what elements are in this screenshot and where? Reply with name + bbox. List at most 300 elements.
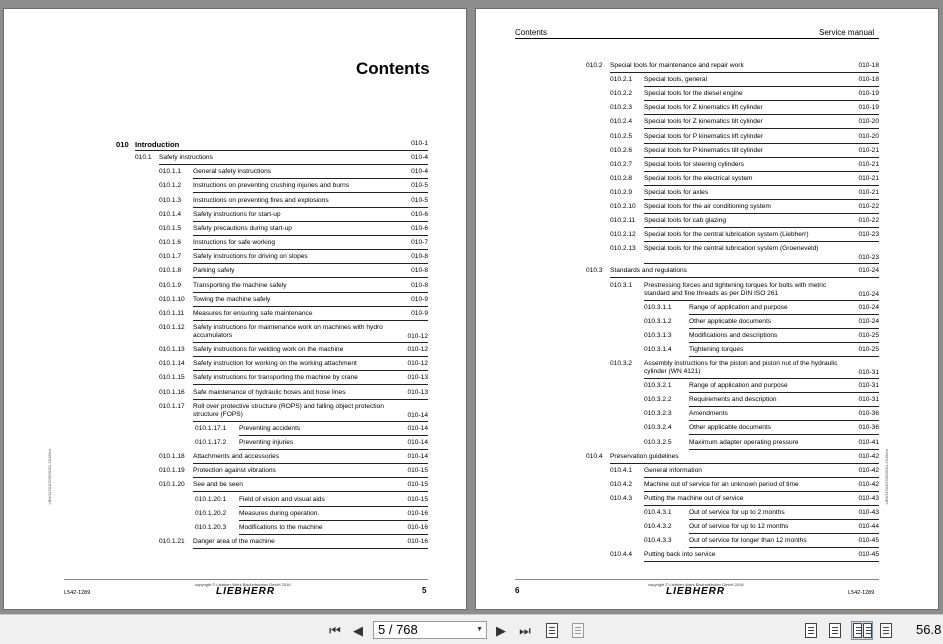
- toc-rule: [159, 164, 428, 165]
- toc-entry[interactable]: [4, 496, 466, 508]
- toc-rule: [644, 86, 879, 87]
- header-rule: [515, 38, 879, 39]
- toc-rule: [239, 520, 428, 521]
- toc-entry[interactable]: [476, 396, 938, 408]
- toc-title: Putting the machine out of service: [644, 494, 744, 502]
- toc-entry[interactable]: [476, 410, 938, 422]
- toc-rule: [644, 241, 879, 242]
- toc-title: Amendments: [689, 410, 728, 418]
- toc-rule: [644, 171, 879, 172]
- toc-page-ref: 010-21: [858, 188, 879, 196]
- toc-page-ref: 010-12: [407, 332, 428, 340]
- last-page-button[interactable]: ⏭: [519, 623, 531, 638]
- page-number: 5: [422, 586, 427, 595]
- toc-entry[interactable]: [476, 318, 938, 330]
- toc-title: Machine out of service for an unknown period of time: [644, 480, 799, 488]
- toc-title: Other applicable documents: [689, 317, 772, 325]
- toc-page-ref: 010-18: [858, 76, 879, 84]
- toc-rule: [239, 435, 428, 436]
- toc-number: 010.4.1: [610, 466, 632, 474]
- toc-rule: [689, 420, 879, 421]
- toc-entry[interactable]: [4, 425, 466, 437]
- toc-number: 010.1.20.2: [195, 509, 227, 517]
- toc-number: 010: [116, 140, 129, 149]
- doc-id: L542-1289: [848, 590, 875, 596]
- toc-rule: [193, 384, 428, 385]
- toc-page-ref: 010-20: [858, 132, 879, 140]
- toc-title: Measures during operation.: [239, 509, 320, 517]
- toc-entry[interactable]: [476, 360, 938, 380]
- toc-page-ref: 010-24: [858, 267, 879, 275]
- toc-rule: [193, 491, 428, 492]
- chevron-down-icon: ▼: [476, 626, 483, 633]
- toc-rule: [193, 249, 428, 250]
- toc-number: 010.2.5: [610, 132, 632, 140]
- toc-rule: [689, 392, 879, 393]
- toc-title: Protection against vibrations: [193, 467, 276, 475]
- toc-rule: [193, 221, 428, 222]
- next-page-button[interactable]: ▶: [496, 623, 506, 638]
- toc-title: Special tools for Z kinematics lift cylinder: [644, 104, 763, 112]
- toc-number: 010.1.20.3: [195, 523, 227, 531]
- toc-title: Special tools for maintenance and repair work: [610, 62, 744, 69]
- toc-rule: [193, 399, 428, 400]
- toc-title: Range of application and purpose: [689, 303, 788, 311]
- toc-number: 010.1.5: [159, 224, 181, 232]
- toc-number: 010.3.2.2: [644, 396, 672, 404]
- prev-page-button[interactable]: ◀: [353, 623, 363, 638]
- toc-rule: [239, 506, 428, 507]
- toc-page-ref: 010-6: [411, 210, 428, 218]
- toc-number: 010.3.1.1: [644, 303, 672, 311]
- toc-entry[interactable]: [4, 239, 466, 251]
- toc-rule: [644, 100, 879, 101]
- toc-page-ref: 010-12: [407, 360, 428, 368]
- toc-page-ref: 010-21: [858, 146, 879, 154]
- toc-number: 010.3.2.5: [644, 438, 672, 446]
- toc-entry[interactable]: [4, 296, 466, 308]
- toc-number: 010.3.1.3: [644, 331, 672, 339]
- toc-entry[interactable]: [476, 346, 938, 358]
- liebherr-logo: LIEBHERR: [666, 586, 726, 597]
- toc-entry[interactable]: [4, 524, 466, 536]
- toc-title: Special tools for cab glazing: [644, 217, 727, 225]
- toc-number: 010.3.2.3: [644, 410, 672, 418]
- toc-page-ref: 010-31: [858, 382, 879, 390]
- toc-entry[interactable]: [476, 332, 938, 344]
- toc-title: Special tools for steering cylinders: [644, 160, 745, 168]
- toc-number: 010.2.1: [610, 76, 632, 84]
- toc-title: Out of service for up to 2 months: [689, 509, 785, 516]
- toc-rule: [644, 143, 879, 144]
- toc-number: 010.3.2.4: [644, 424, 672, 432]
- toc-entry[interactable]: [476, 245, 938, 265]
- toc-entry[interactable]: [4, 211, 466, 223]
- toc-page-ref: 010-6: [411, 224, 428, 232]
- toc-entry[interactable]: [4, 182, 466, 194]
- toc-page-ref: 010-16: [407, 509, 428, 517]
- toc-page-ref: 010-43: [858, 494, 879, 502]
- toc-title: Safety instructions for welding work on the machine: [193, 346, 344, 354]
- toc-entry[interactable]: [4, 310, 466, 322]
- toc-entry[interactable]: [476, 76, 938, 88]
- toc-title: Parking safely: [193, 267, 235, 275]
- toc-number: 010.1.1: [159, 168, 181, 176]
- toc-number: 010.2.8: [610, 174, 632, 182]
- toc-page-ref: 010-21: [858, 174, 879, 182]
- toc-page-ref: 010-12: [407, 346, 428, 354]
- toc-entry[interactable]: [476, 382, 938, 394]
- toc-page-ref: 010-44: [858, 523, 879, 531]
- toc-rule: [644, 128, 879, 129]
- single-page-view-icon[interactable]: [805, 623, 817, 638]
- toc-entry[interactable]: [476, 495, 938, 507]
- toc-page-ref: 010-8: [411, 267, 428, 275]
- toc-title: Preventing accidents: [239, 424, 301, 432]
- toc-rule: [193, 263, 428, 264]
- toc-title: Transporting the machine safely: [193, 281, 287, 289]
- toc-rule: [689, 342, 879, 343]
- toc-title: Special tools for the central lubrication system (Liebherr): [644, 231, 809, 239]
- toc-number: 010.1.3: [159, 196, 181, 204]
- toc-page-ref: 010-24: [858, 317, 879, 325]
- toc-rule: [644, 491, 879, 492]
- toc-title: Safety instructions: [159, 154, 213, 162]
- toc-number: 010.2.2: [610, 90, 632, 98]
- toc-title: Maximum adapter operating pressure: [689, 438, 799, 446]
- toc-title: Measures for ensuring safe maintenance: [193, 309, 313, 317]
- toc-title: General information: [644, 466, 702, 474]
- toc-page-ref: 010-15: [407, 481, 428, 489]
- toc-entry[interactable]: [476, 189, 938, 201]
- toc-entry[interactable]: [4, 154, 466, 166]
- toc-entry[interactable]: [4, 453, 466, 465]
- toc-entry[interactable]: [476, 282, 938, 302]
- toc-page-ref: 010-31: [858, 396, 879, 404]
- toc-title: Instructions for safe working: [193, 239, 276, 247]
- toc-number: 010.4.4: [610, 551, 632, 559]
- toc-rule: [644, 157, 879, 158]
- toc-page-ref: 010-14: [407, 424, 428, 432]
- toc-number: 010.1.12: [159, 323, 185, 331]
- toc-title: Standards and regulations: [610, 267, 687, 275]
- toc-entry[interactable]: [4, 403, 466, 423]
- toc-entry[interactable]: [4, 439, 466, 451]
- toc-title: Special tools for Z kinematics tilt cylinder: [644, 118, 763, 126]
- toc-number: 010.1.13: [159, 346, 185, 354]
- toc-title: Out of service for longer than 12 months: [689, 537, 807, 545]
- toc-entry[interactable]: [476, 267, 938, 279]
- toc-page-ref: 010-36: [858, 410, 879, 418]
- toc-number: 010.1.21: [159, 538, 185, 546]
- toc-title: Field of vision and visual aids: [239, 495, 325, 503]
- toc-title: Special tools for axles: [644, 188, 709, 196]
- toc-title: Instructions on preventing fires and explosions: [193, 196, 329, 204]
- toc-page-ref: 010-16: [407, 538, 428, 546]
- toc-page-ref: 010-42: [858, 452, 879, 460]
- toc-rule: [689, 519, 879, 520]
- footer-rule: [515, 579, 879, 580]
- toc-number: 010.2.13: [610, 245, 636, 253]
- toc-page-ref: 010-14: [407, 453, 428, 461]
- toc-rule: [193, 178, 428, 179]
- toc-title: Modifications to the machine: [239, 523, 323, 531]
- import-icon[interactable]: [572, 623, 584, 638]
- first-page-button[interactable]: ⏮: [329, 623, 341, 638]
- toc-entry[interactable]: [476, 104, 938, 116]
- toc-rule: [644, 114, 879, 115]
- toc-title: Towing the machine safely: [193, 295, 271, 303]
- toc-entry[interactable]: [4, 168, 466, 180]
- two-page-view-icon-right: [863, 623, 872, 638]
- toc-rule: [689, 406, 879, 407]
- page-indicator: 5 / 768: [378, 622, 418, 637]
- toc-entry[interactable]: [4, 510, 466, 522]
- toc-rule: [193, 207, 428, 208]
- toc-entry[interactable]: [4, 253, 466, 265]
- toc-number: 010.1.11: [159, 309, 185, 317]
- toc-entry[interactable]: [476, 133, 938, 145]
- toc-entry[interactable]: [4, 225, 466, 237]
- toc-entry[interactable]: [476, 62, 938, 74]
- toc-entry[interactable]: [4, 481, 466, 493]
- toc-number: 010.2.7: [610, 160, 632, 168]
- toc-number: 010.1.4: [159, 210, 181, 218]
- toc-entry[interactable]: [476, 304, 938, 316]
- toc-rule: [193, 192, 428, 193]
- toc-number: 010.1.9: [159, 281, 181, 289]
- toc-number: 010.4.3: [610, 494, 632, 502]
- toc-rule: [644, 263, 879, 264]
- toc-rule: [610, 72, 879, 73]
- toc-rule: [689, 434, 879, 435]
- page-number-select[interactable]: [373, 621, 487, 639]
- toc-number: 010.3.1.2: [644, 317, 672, 325]
- toc-rule: [644, 561, 879, 562]
- toc-title: Safe maintenance of hydraulic hoses and hose lines: [193, 388, 346, 396]
- toc-entry[interactable]: [476, 424, 938, 436]
- toc-rule: [689, 547, 879, 548]
- toc-title: Special tools, general: [644, 76, 708, 84]
- toc-number: 010.4.3.1: [644, 509, 672, 516]
- toc-page-ref: 010-19: [858, 104, 879, 112]
- toc-number: 010.1.19: [159, 467, 185, 475]
- toc-rule: [644, 199, 879, 200]
- toc-entry[interactable]: [4, 282, 466, 294]
- toc-title: Safety instructions for driving on slopes: [193, 253, 308, 261]
- toc-title: General safety instructions: [193, 168, 272, 176]
- toc-entry[interactable]: [476, 217, 938, 229]
- toc-entry[interactable]: [476, 481, 938, 493]
- toc-title: Introduction: [135, 140, 180, 149]
- toc-number: 010.1.2: [159, 182, 181, 190]
- doc-id: L542-1289: [64, 590, 91, 596]
- toc-number: 010.3.1: [610, 281, 632, 289]
- toc-title: Prestressing forces and tightening torques for bolts with metric standard and fine threads as per DIN ISO 261: [644, 281, 827, 297]
- toc-entry[interactable]: [4, 374, 466, 386]
- toc-entry[interactable]: [4, 360, 466, 372]
- toc-page-ref: 010-41: [858, 438, 879, 446]
- toc-page-ref: 010-14: [407, 439, 428, 446]
- toc-rule: [644, 378, 879, 379]
- two-page-view-icon: [853, 623, 862, 638]
- toc-page-ref: 010-31: [858, 369, 879, 376]
- toc-entry[interactable]: [476, 90, 938, 102]
- toc-rule: [239, 449, 428, 450]
- toc-title: Other applicable documents: [689, 424, 772, 432]
- two-page-view-button[interactable]: [851, 621, 873, 640]
- toc-entry[interactable]: [476, 175, 938, 187]
- toc-rule: [689, 314, 879, 315]
- toc-title: Instructions on preventing crushing injuries and burns: [193, 182, 350, 190]
- toc-number: 010.1.20.1: [195, 495, 227, 503]
- header-left: Contents: [515, 28, 548, 37]
- toc-title: Safety instructions for start-up: [193, 210, 281, 218]
- toc-entry[interactable]: [4, 389, 466, 401]
- toc-page-ref: 010-43: [858, 509, 879, 516]
- export-icon[interactable]: [546, 623, 558, 638]
- toc-entry[interactable]: [476, 509, 938, 521]
- toc-entry[interactable]: [4, 140, 466, 152]
- toc-entry[interactable]: [4, 467, 466, 479]
- toc-page-ref: 010-18: [858, 62, 879, 69]
- toc-page-ref: 010-25: [858, 331, 879, 339]
- toc-number: 010.2: [586, 62, 603, 69]
- toc-rule: [610, 463, 879, 464]
- toc-number: 010.2.12: [610, 231, 636, 239]
- toc-entry[interactable]: [4, 197, 466, 209]
- toc-page-ref: 010-25: [858, 345, 879, 353]
- toc-rule: [193, 370, 428, 371]
- toc-page-ref: 010-9: [411, 295, 428, 303]
- toc-rule: [193, 292, 428, 293]
- toc-title: Tightening torques: [689, 345, 744, 353]
- toc-entry[interactable]: [4, 538, 466, 550]
- toc-rule: [689, 533, 879, 534]
- copyright-text: copyright © Liebherr-Werk Bischofshofen GmbH 2016: [648, 582, 744, 587]
- toc-rule: [193, 306, 428, 307]
- toc-number: 010.2.4: [610, 118, 632, 126]
- toc-page-ref: 010-42: [858, 466, 879, 474]
- toc-page-ref: 010-22: [858, 203, 879, 210]
- page-right: [475, 8, 939, 610]
- page-title: Contents: [356, 59, 430, 78]
- toc-rule: [644, 300, 879, 301]
- toc-page-ref: 010-22: [858, 217, 879, 225]
- toc-page-ref: 010-19: [858, 90, 879, 98]
- toc-title: Special tools for the air conditioning system: [644, 203, 771, 210]
- toc-title: Range of application and purpose: [689, 382, 788, 390]
- toc-page-ref: 010-42: [858, 480, 879, 488]
- toc-number: 010.1.18: [159, 453, 185, 461]
- toc-page-ref: 010-24: [858, 303, 879, 311]
- toc-rule: [193, 342, 428, 343]
- toc-page-ref: 010-1: [411, 140, 428, 147]
- toc-number: 010.2.11: [610, 217, 636, 225]
- toc-title: Special tools for the electrical system: [644, 174, 753, 182]
- toc-title: Attachments and accessories: [193, 453, 280, 461]
- toc-number: 010.1.20: [159, 481, 185, 489]
- toc-entry[interactable]: [476, 118, 938, 130]
- toc-title: Preventing injuries: [239, 439, 294, 446]
- toc-title: Safety precautions during start-up: [193, 224, 292, 232]
- toc-page-ref: 010-4: [411, 154, 428, 162]
- toc-page-ref: 010-7: [411, 239, 428, 247]
- toc-number: 010.4.2: [610, 480, 632, 488]
- side-code: LBH/11501/290509/01-2016/en: [47, 449, 52, 505]
- toc-title: Special tools for the diesel engine: [644, 90, 743, 98]
- toc-number: 010.3.1.4: [644, 345, 672, 353]
- toc-rule: [689, 356, 879, 357]
- toc-page-ref: 010-16: [407, 523, 428, 531]
- toc-number: 010.1.14: [159, 360, 185, 368]
- toc-rule: [193, 320, 428, 321]
- footer-rule: [64, 579, 428, 580]
- toc-rule: [193, 235, 428, 236]
- toc-page-ref: 010-5: [411, 182, 428, 190]
- toc-page-ref: 010-45: [858, 537, 879, 545]
- toc-title: Roll over protective structure (ROPS) and falling object protection structure (FOPS): [193, 402, 384, 418]
- toc-title: Requirements and description: [689, 396, 777, 404]
- toc-number: 010.1.16: [159, 388, 185, 396]
- toc-number: 010.1.6: [159, 239, 181, 247]
- toc-page-ref: 010-21: [858, 160, 879, 168]
- toc-entry[interactable]: [476, 439, 938, 451]
- toc-page-ref: 010-36: [858, 424, 879, 432]
- side-code: LBH/11501/290509/01-2016/en: [884, 449, 889, 505]
- toc-entry[interactable]: [476, 467, 938, 479]
- toc-title: See and be seen: [193, 481, 243, 489]
- toc-rule: [135, 150, 428, 151]
- two-page-continuous-icon[interactable]: [880, 623, 892, 638]
- toc-title: Out of service for up to 12 months: [689, 523, 789, 531]
- toc-page-ref: 010-9: [411, 309, 428, 317]
- toc-number: 010.3.2.1: [644, 382, 672, 390]
- toc-entry[interactable]: [4, 346, 466, 358]
- toc-title: Safety instructions for transporting the machine by crane: [193, 374, 358, 382]
- continuous-view-icon[interactable]: [829, 623, 841, 638]
- toc-rule: [689, 328, 879, 329]
- toc-number: 010.1.17.1: [195, 424, 227, 432]
- toc-entry[interactable]: [4, 267, 466, 279]
- toc-title: Assembly instructions for the piston and piston nut of the hydraulic cylinder (WN 4121): [644, 360, 838, 375]
- toc-page-ref: 010-14: [407, 411, 428, 419]
- toc-entry[interactable]: [476, 551, 938, 563]
- toc-page-ref: 010-8: [411, 281, 428, 289]
- toc-entry[interactable]: [476, 523, 938, 535]
- toc-number: 010.2.9: [610, 188, 632, 196]
- toc-rule: [193, 463, 428, 464]
- toc-number: 010.3.2: [610, 360, 632, 367]
- viewer-toolbar: [0, 614, 943, 644]
- toc-entry[interactable]: [476, 453, 938, 465]
- toc-entry[interactable]: [476, 203, 938, 215]
- toc-number: 010.4: [586, 452, 603, 460]
- toc-title: Safety instruction for working on the working attachment: [193, 360, 357, 368]
- toc-rule: [193, 356, 428, 357]
- liebherr-logo: LIEBHERR: [216, 586, 276, 597]
- toc-entry[interactable]: [476, 231, 938, 243]
- toc-entry[interactable]: [476, 161, 938, 173]
- toc-page-ref: 010-23: [858, 231, 879, 239]
- toc-title: Safety instructions for maintenance work on machines with hydro accumulators: [193, 323, 383, 339]
- toc-page-ref: 010-4: [411, 168, 428, 176]
- toc-entry[interactable]: [4, 324, 466, 344]
- toc-entry[interactable]: [476, 537, 938, 549]
- zoom-level[interactable]: 56.8: [916, 622, 942, 637]
- toc-number: 010.2.3: [610, 104, 632, 112]
- toc-entry[interactable]: [476, 147, 938, 159]
